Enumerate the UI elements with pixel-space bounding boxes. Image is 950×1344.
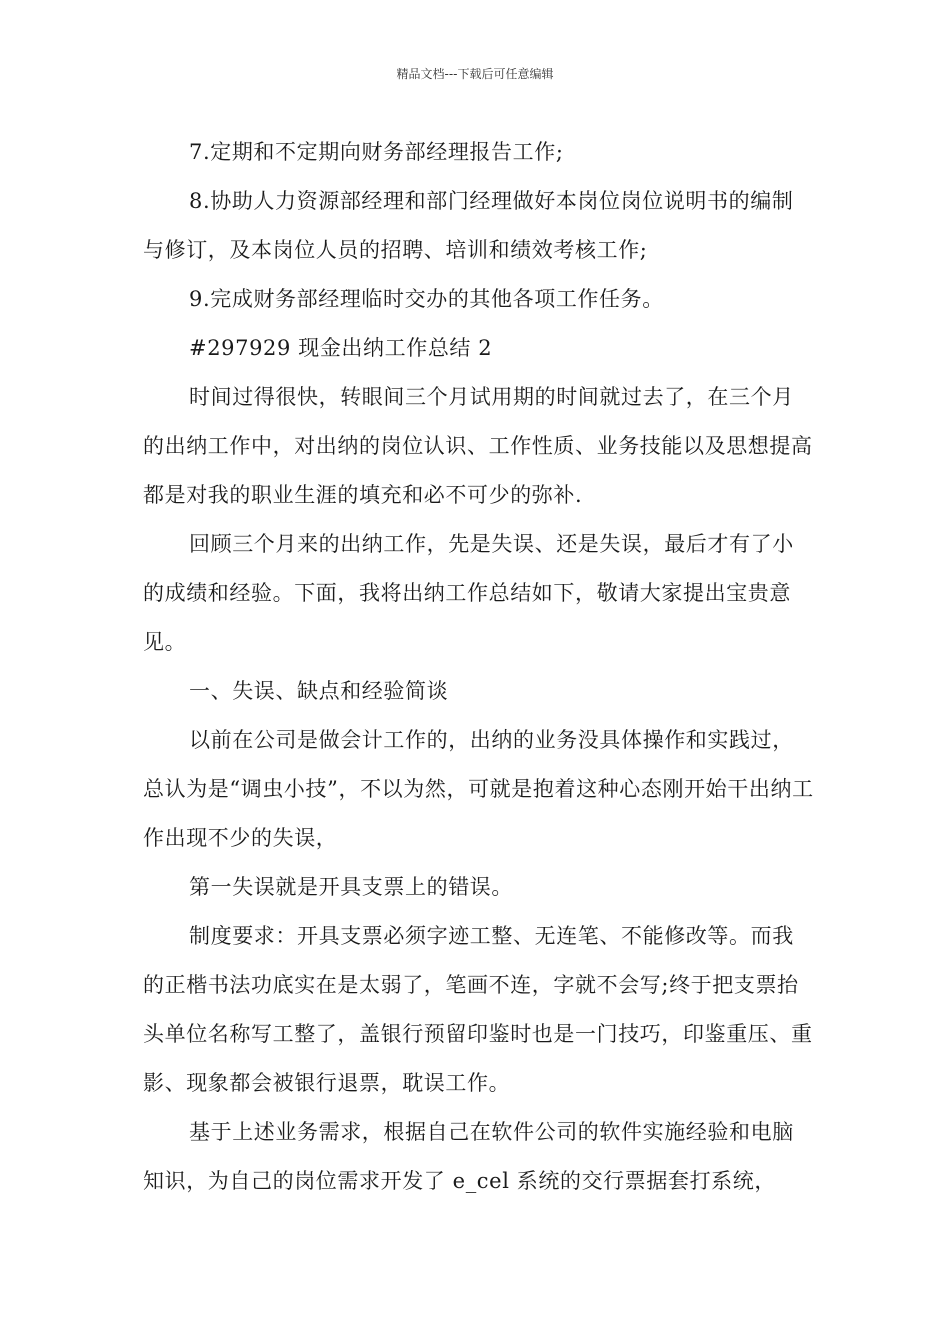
- paragraph-item-7: 7.定期和不定期向财务部经理报告工作;: [189, 140, 564, 164]
- paragraph-item-8: 8.协助人力资源部经理和部门经理做好本岗位岗位说明书的编制与修订，及本岗位人员的招聘、培训和绩效考核工作;: [143, 189, 794, 262]
- subsection-heading: 一、失误、缺点和经验简谈: [189, 679, 449, 703]
- page-header: 精品文档---下载后可任意编辑: [396, 67, 554, 81]
- document-body: [143, 128, 815, 1206]
- paragraph-first-mistake: 第一失误就是开具支票上的错误。: [189, 875, 513, 899]
- section-title: #297929 现金出纳工作总结 2: [189, 336, 493, 360]
- paragraph-item-9: 9.完成财务部经理临时交办的其他各项工作任务。: [189, 287, 664, 311]
- paragraph-review: 回顾三个月来的出纳工作，先是失误、还是失误，最后才有了小的成绩和经验。下面，我将出纳工作总结如下，敬请大家提出宝贵意见。: [143, 532, 794, 654]
- paragraph-rules: 制度要求：开具支票必须字迹工整、无连笔、不能修改等。而我的正楷书法功底实在是太弱了，笔画不连，字就不会写;终于把支票抬头单位名称写工整了，盖银行预留印鉴时也是一门技巧，印鉴重压、重影、现象都会被银行退票，耽误工作。: [143, 924, 813, 1095]
- paragraph-intro: 时间过得很快，转眼间三个月试用期的时间就过去了，在三个月的出纳工作中，对出纳的岗位认识、工作性质、业务技能以及思想提高都是对我的职业生涯的填充和必不可少的弥补.: [143, 385, 813, 507]
- paragraph-background: 以前在公司是做会计工作的，出纳的业务没具体操作和实践过，总认为是“调虫小技”，不以为然，可就是抱着这种心态刚开始干出纳工作出现不少的失误，: [143, 728, 814, 850]
- paragraph-solution: 基于上述业务需求，根据自己在软件公司的软件实施经验和电脑知识，为自己的岗位需求开发了 e_cel 系统的交行票据套打系统，: [143, 1120, 794, 1193]
